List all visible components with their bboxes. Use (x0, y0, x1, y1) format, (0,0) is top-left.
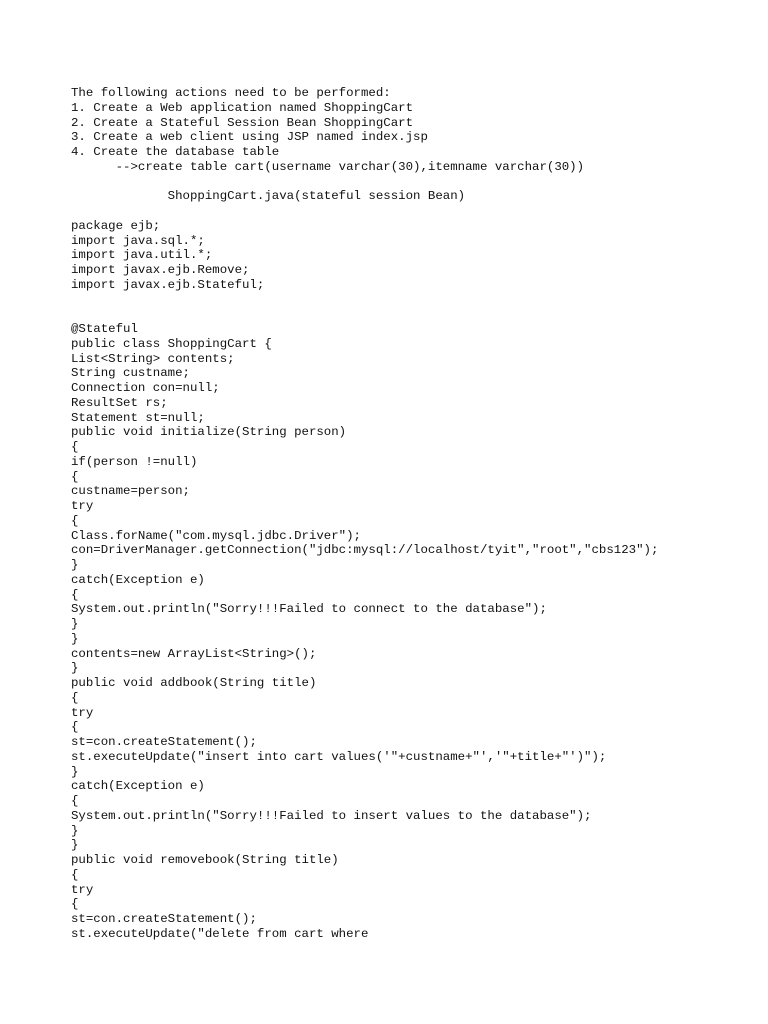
text-line: st.executeUpdate("insert into cart values('"+custname+"','"+title+"')"); (71, 749, 607, 764)
code-listing (71, 86, 751, 942)
text-line (71, 307, 751, 322)
text-line: { (71, 720, 79, 735)
text-line: import javax.ejb.Remove; (71, 263, 250, 277)
text-line: System.out.println("Sorry!!!Failed to insert values to the database"); (71, 808, 592, 823)
text-line: custname=person; (71, 484, 190, 499)
text-line: public class ShoppingCart { (71, 336, 272, 351)
text-line: { (71, 867, 79, 882)
text-line: 1. Create a Web application named ShoppingCart (71, 100, 414, 115)
text-line: System.out.println("Sorry!!!Failed to connect to the database"); (71, 602, 547, 617)
text-line: public void removebook(String title) (71, 853, 339, 867)
text-line: import java.sql.*; (71, 233, 205, 248)
text-line: st.executeUpdate("delete from cart where (71, 926, 369, 941)
text-line: try (71, 705, 94, 720)
text-line: try (71, 882, 94, 897)
text-line: contents=new ArrayList<String>(); (71, 646, 317, 661)
text-line (71, 204, 751, 219)
text-line: { (71, 469, 79, 484)
text-line (71, 293, 751, 308)
text-line: List<String> contents; (71, 351, 235, 366)
text-line (71, 175, 751, 190)
text-line: Statement st=null; (71, 410, 205, 425)
text-line: } (71, 661, 79, 676)
text-line: import javax.ejb.Stateful; (71, 277, 265, 292)
text-line: if(person !=null) (71, 454, 198, 469)
text-line: } (71, 823, 79, 838)
text-line: } (71, 764, 79, 779)
text-line: ShoppingCart.java(stateful session Bean) (71, 189, 466, 204)
text-line: st=con.createStatement(); (71, 735, 257, 749)
text-line: Connection con=null; (71, 381, 220, 395)
text-line: { (71, 440, 79, 454)
text-line: package ejb; (71, 218, 161, 233)
text-line: String custname; (71, 366, 190, 381)
text-line: @Stateful (71, 322, 138, 336)
text-line: { (71, 897, 79, 912)
text-line: { (71, 690, 79, 705)
text-line: catch(Exception e) (71, 779, 205, 794)
text-line: catch(Exception e) (71, 572, 205, 587)
text-line: } (71, 838, 79, 853)
text-line: public void addbook(String title) (71, 676, 317, 690)
text-line: 3. Create a web client using JSP named index.jsp (71, 130, 428, 145)
text-line: } (71, 617, 79, 631)
text-line: ResultSet rs; (71, 395, 168, 410)
text-line: try (71, 499, 94, 513)
text-line: { (71, 513, 79, 528)
text-line: } (71, 631, 79, 646)
text-line: -->create table cart(username varchar(30),itemname varchar(30)) (71, 159, 585, 174)
text-line: Class.forName("com.mysql.jdbc.Driver"); (71, 528, 361, 543)
text-line: st=con.createStatement(); (71, 912, 257, 926)
text-line: 2. Create a Stateful Session Bean ShoppingCart (71, 115, 414, 130)
text-line: { (71, 794, 79, 808)
text-line: { (71, 587, 79, 602)
text-line: public void initialize(String person) (71, 425, 347, 440)
text-line: The following actions need to be performed: (71, 86, 391, 100)
text-line: } (71, 558, 79, 572)
text-line: 4. Create the database table (71, 145, 280, 159)
text-line: con=DriverManager.getConnection("jdbc:mysql://localhost/tyit","root","cbs123"); (71, 543, 659, 558)
text-line: import java.util.*; (71, 248, 213, 263)
